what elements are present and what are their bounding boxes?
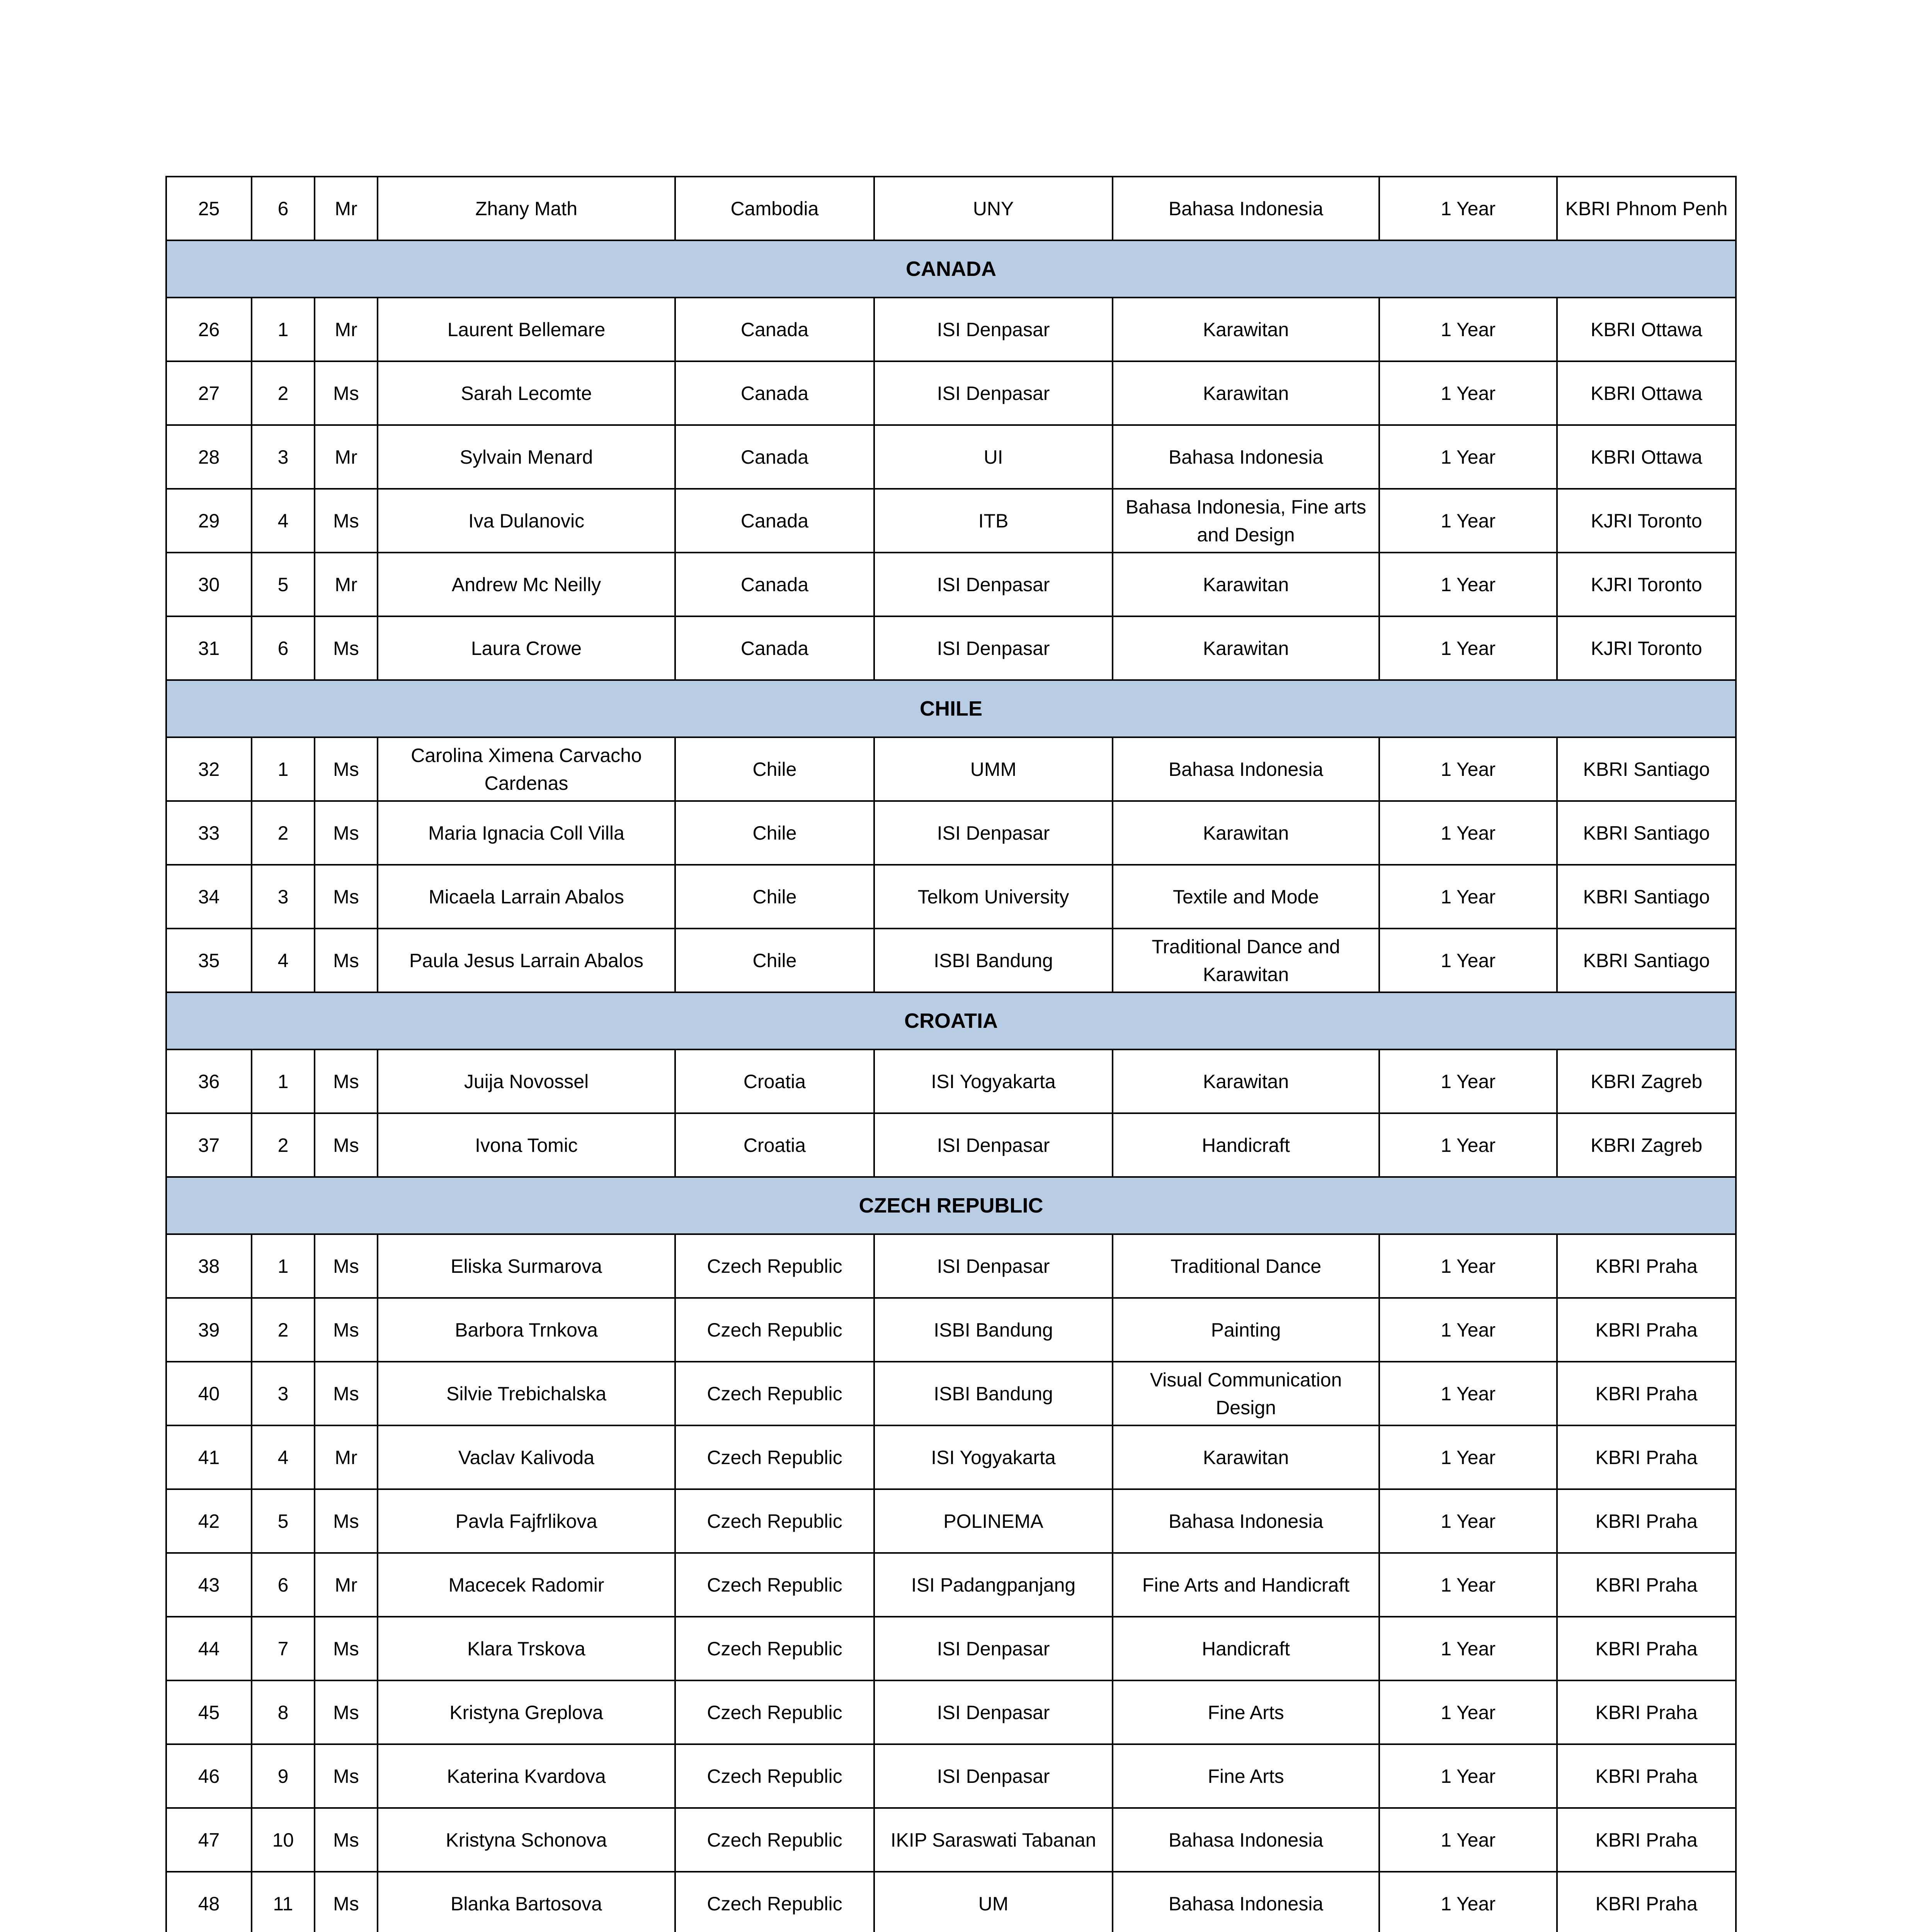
row-number-cell: 33 [166,801,252,865]
university-cell: IKIP Saraswati Tabanan [874,1808,1113,1872]
university-cell: UM [874,1872,1113,1932]
country-index-cell: 11 [252,1872,315,1932]
program-cell: Bahasa Indonesia [1113,737,1379,801]
row-number-cell: 48 [166,1872,252,1932]
university-cell: ISI Denpasar [874,1234,1113,1298]
university-cell: ISI Denpasar [874,298,1113,361]
country-cell: Chile [675,865,874,929]
title-cell: Ms [315,1113,378,1177]
mission-cell: KBRI Praha [1557,1489,1736,1553]
row-number-cell: 38 [166,1234,252,1298]
program-cell: Karawitan [1113,361,1379,425]
title-cell: Ms [315,1744,378,1808]
table-row [166,737,1736,801]
duration-cell: 1 Year [1379,489,1557,553]
mission-cell: KJRI Toronto [1557,489,1736,553]
program-cell: Karawitan [1113,553,1379,616]
name-cell: Maria Ignacia Coll Villa [378,801,675,865]
program-cell: Fine Arts [1113,1680,1379,1744]
name-cell: Juija Novossel [378,1049,675,1113]
row-number-cell: 25 [166,177,252,240]
program-cell: Karawitan [1113,616,1379,680]
country-index-cell: 10 [252,1808,315,1872]
table-row [166,929,1736,992]
country-index-cell: 6 [252,1553,315,1617]
duration-cell: 1 Year [1379,361,1557,425]
title-cell: Ms [315,1362,378,1425]
table-row [166,1808,1736,1872]
table-row [166,1425,1736,1489]
title-cell: Mr [315,425,378,489]
program-cell: Karawitan [1113,1049,1379,1113]
program-cell: Bahasa Indonesia [1113,1808,1379,1872]
row-number-cell: 31 [166,616,252,680]
university-cell: ISBI Bandung [874,929,1113,992]
name-cell: Paula Jesus Larrain Abalos [378,929,675,992]
university-cell: ISI Yogyakarta [874,1425,1113,1489]
table-row [166,553,1736,616]
row-number-cell: 29 [166,489,252,553]
program-cell: Bahasa Indonesia [1113,177,1379,240]
country-heading: CROATIA [166,992,1736,1049]
row-number-cell: 42 [166,1489,252,1553]
mission-cell: KBRI Praha [1557,1425,1736,1489]
country-cell: Canada [675,298,874,361]
duration-cell: 1 Year [1379,1680,1557,1744]
title-cell: Ms [315,361,378,425]
name-cell: Zhany Math [378,177,675,240]
country-cell: Canada [675,616,874,680]
title-cell: Ms [315,1808,378,1872]
program-cell: Karawitan [1113,298,1379,361]
duration-cell: 1 Year [1379,1113,1557,1177]
country-cell: Czech Republic [675,1680,874,1744]
country-index-cell: 4 [252,1425,315,1489]
duration-cell: 1 Year [1379,1298,1557,1362]
program-cell: Fine Arts and Handicraft [1113,1553,1379,1617]
country-index-cell: 4 [252,489,315,553]
name-cell: Barbora Trnkova [378,1298,675,1362]
row-number-cell: 41 [166,1425,252,1489]
university-cell: ISI Padangpanjang [874,1553,1113,1617]
mission-cell: KBRI Praha [1557,1808,1736,1872]
country-index-cell: 1 [252,298,315,361]
title-cell: Mr [315,1425,378,1489]
mission-cell: KBRI Praha [1557,1872,1736,1932]
program-cell: Fine Arts [1113,1744,1379,1808]
country-index-cell: 1 [252,737,315,801]
country-cell: Czech Republic [675,1298,874,1362]
country-index-cell: 2 [252,801,315,865]
name-cell: Klara Trskova [378,1617,675,1680]
university-cell: ISI Yogyakarta [874,1049,1113,1113]
duration-cell: 1 Year [1379,1362,1557,1425]
name-cell: Pavla Fajfrlikova [378,1489,675,1553]
program-cell: Painting [1113,1298,1379,1362]
mission-cell: KBRI Praha [1557,1298,1736,1362]
table-row [166,1489,1736,1553]
table-row [166,489,1736,553]
program-cell: Karawitan [1113,1425,1379,1489]
mission-cell: KBRI Zagreb [1557,1049,1736,1113]
title-cell: Mr [315,1553,378,1617]
university-cell: UMM [874,737,1113,801]
university-cell: ISI Denpasar [874,553,1113,616]
mission-cell: KBRI Praha [1557,1680,1736,1744]
program-cell: Bahasa Indonesia [1113,1489,1379,1553]
mission-cell: KBRI Santiago [1557,865,1736,929]
row-number-cell: 39 [166,1298,252,1362]
title-cell: Ms [315,1680,378,1744]
country-cell: Croatia [675,1049,874,1113]
university-cell: ISBI Bandung [874,1298,1113,1362]
university-cell: UI [874,425,1113,489]
row-number-cell: 28 [166,425,252,489]
duration-cell: 1 Year [1379,1489,1557,1553]
table-row [166,1298,1736,1362]
duration-cell: 1 Year [1379,1553,1557,1617]
mission-cell: KBRI Ottawa [1557,361,1736,425]
country-heading: CANADA [166,240,1736,298]
title-cell: Mr [315,553,378,616]
title-cell: Ms [315,1049,378,1113]
table-row [166,865,1736,929]
mission-cell: KBRI Ottawa [1557,298,1736,361]
program-cell: Traditional Dance [1113,1234,1379,1298]
duration-cell: 1 Year [1379,1744,1557,1808]
country-section-header [166,680,1736,737]
country-section-header [166,240,1736,298]
country-cell: Canada [675,489,874,553]
row-number-cell: 47 [166,1808,252,1872]
duration-cell: 1 Year [1379,1234,1557,1298]
name-cell: Sarah Lecomte [378,361,675,425]
duration-cell: 1 Year [1379,1425,1557,1489]
name-cell: Laura Crowe [378,616,675,680]
title-cell: Ms [315,1234,378,1298]
title-cell: Mr [315,298,378,361]
title-cell: Ms [315,737,378,801]
mission-cell: KBRI Praha [1557,1234,1736,1298]
table-row [166,361,1736,425]
country-index-cell: 7 [252,1617,315,1680]
name-cell: Silvie Trebichalska [378,1362,675,1425]
country-index-cell: 5 [252,1489,315,1553]
country-index-cell: 9 [252,1744,315,1808]
country-cell: Czech Republic [675,1362,874,1425]
row-number-cell: 26 [166,298,252,361]
name-cell: Andrew Mc Neilly [378,553,675,616]
participant-table-body [166,177,1736,1932]
duration-cell: 1 Year [1379,737,1557,801]
program-cell: Bahasa Indonesia [1113,1872,1379,1932]
row-number-cell: 46 [166,1744,252,1808]
row-number-cell: 40 [166,1362,252,1425]
duration-cell: 1 Year [1379,1617,1557,1680]
country-index-cell: 2 [252,361,315,425]
duration-cell: 1 Year [1379,801,1557,865]
program-cell: Traditional Dance and Karawitan [1113,929,1379,992]
duration-cell: 1 Year [1379,929,1557,992]
country-cell: Czech Republic [675,1872,874,1932]
table-row [166,1744,1736,1808]
table-row [166,1553,1736,1617]
country-cell: Canada [675,361,874,425]
table-row [166,801,1736,865]
mission-cell: KBRI Phnom Penh [1557,177,1736,240]
mission-cell: KBRI Santiago [1557,929,1736,992]
country-cell: Czech Republic [675,1425,874,1489]
university-cell: ISI Denpasar [874,801,1113,865]
row-number-cell: 44 [166,1617,252,1680]
table-row [166,1680,1736,1744]
country-cell: Canada [675,553,874,616]
country-index-cell: 2 [252,1298,315,1362]
title-cell: Ms [315,865,378,929]
table-row [166,616,1736,680]
country-heading: CHILE [166,680,1736,737]
country-cell: Croatia [675,1113,874,1177]
country-cell: Chile [675,801,874,865]
table-row [166,425,1736,489]
title-cell: Ms [315,489,378,553]
country-index-cell: 3 [252,1362,315,1425]
name-cell: Eliska Surmarova [378,1234,675,1298]
mission-cell: KBRI Praha [1557,1617,1736,1680]
country-cell: Czech Republic [675,1744,874,1808]
country-cell: Chile [675,737,874,801]
row-number-cell: 45 [166,1680,252,1744]
table-row [166,177,1736,240]
mission-cell: KBRI Praha [1557,1553,1736,1617]
mission-cell: KJRI Toronto [1557,553,1736,616]
title-cell: Ms [315,929,378,992]
country-section-header [166,992,1736,1049]
program-cell: Bahasa Indonesia, Fine arts and Design [1113,489,1379,553]
university-cell: ISI Denpasar [874,1617,1113,1680]
row-number-cell: 30 [166,553,252,616]
program-cell: Visual Communication Design [1113,1362,1379,1425]
name-cell: Katerina Kvardova [378,1744,675,1808]
row-number-cell: 32 [166,737,252,801]
program-cell: Handicraft [1113,1617,1379,1680]
university-cell: ISI Denpasar [874,1680,1113,1744]
duration-cell: 1 Year [1379,1872,1557,1932]
table-row [166,298,1736,361]
country-cell: Czech Republic [675,1489,874,1553]
university-cell: ISBI Bandung [874,1362,1113,1425]
duration-cell: 1 Year [1379,177,1557,240]
country-index-cell: 3 [252,865,315,929]
university-cell: ISI Denpasar [874,616,1113,680]
name-cell: Micaela Larrain Abalos [378,865,675,929]
name-cell: Kristyna Greplova [378,1680,675,1744]
name-cell: Carolina Ximena Carvacho Cardenas [378,737,675,801]
country-index-cell: 8 [252,1680,315,1744]
country-index-cell: 1 [252,1234,315,1298]
university-cell: ISI Denpasar [874,1744,1113,1808]
university-cell: Telkom University [874,865,1113,929]
row-number-cell: 35 [166,929,252,992]
country-index-cell: 2 [252,1113,315,1177]
program-cell: Textile and Mode [1113,865,1379,929]
university-cell: ITB [874,489,1113,553]
row-number-cell: 37 [166,1113,252,1177]
row-number-cell: 27 [166,361,252,425]
country-index-cell: 6 [252,177,315,240]
mission-cell: KBRI Santiago [1557,737,1736,801]
name-cell: Ivona Tomic [378,1113,675,1177]
title-cell: Ms [315,1617,378,1680]
country-index-cell: 1 [252,1049,315,1113]
mission-cell: KBRI Zagreb [1557,1113,1736,1177]
country-index-cell: 3 [252,425,315,489]
country-section-header [166,1177,1736,1234]
mission-cell: KBRI Santiago [1557,801,1736,865]
program-cell: Bahasa Indonesia [1113,425,1379,489]
program-cell: Handicraft [1113,1113,1379,1177]
program-cell: Karawitan [1113,801,1379,865]
country-cell: Czech Republic [675,1234,874,1298]
title-cell: Ms [315,616,378,680]
row-number-cell: 36 [166,1049,252,1113]
duration-cell: 1 Year [1379,1808,1557,1872]
mission-cell: KJRI Toronto [1557,616,1736,680]
country-index-cell: 5 [252,553,315,616]
row-number-cell: 43 [166,1553,252,1617]
country-cell: Czech Republic [675,1617,874,1680]
name-cell: Laurent Bellemare [378,298,675,361]
mission-cell: KBRI Ottawa [1557,425,1736,489]
table-row [166,1617,1736,1680]
table-row [166,1113,1736,1177]
duration-cell: 1 Year [1379,298,1557,361]
country-index-cell: 6 [252,616,315,680]
university-cell: ISI Denpasar [874,1113,1113,1177]
mission-cell: KBRI Praha [1557,1362,1736,1425]
table-row [166,1362,1736,1425]
title-cell: Ms [315,1489,378,1553]
name-cell: Sylvain Menard [378,425,675,489]
country-cell: Czech Republic [675,1553,874,1617]
participant-table [165,176,1737,1932]
country-index-cell: 4 [252,929,315,992]
university-cell: ISI Denpasar [874,361,1113,425]
university-cell: POLINEMA [874,1489,1113,1553]
name-cell: Blanka Bartosova [378,1872,675,1932]
country-cell: Czech Republic [675,1808,874,1872]
country-cell: Chile [675,929,874,992]
title-cell: Mr [315,177,378,240]
duration-cell: 1 Year [1379,425,1557,489]
country-cell: Cambodia [675,177,874,240]
title-cell: Ms [315,801,378,865]
duration-cell: 1 Year [1379,865,1557,929]
name-cell: Vaclav Kalivoda [378,1425,675,1489]
table-row [166,1234,1736,1298]
duration-cell: 1 Year [1379,553,1557,616]
university-cell: UNY [874,177,1113,240]
country-heading: CZECH REPUBLIC [166,1177,1736,1234]
table-row [166,1049,1736,1113]
name-cell: Macecek Radomir [378,1553,675,1617]
table-row [166,1872,1736,1932]
row-number-cell: 34 [166,865,252,929]
name-cell: Iva Dulanovic [378,489,675,553]
duration-cell: 1 Year [1379,1049,1557,1113]
title-cell: Ms [315,1298,378,1362]
duration-cell: 1 Year [1379,616,1557,680]
name-cell: Kristyna Schonova [378,1808,675,1872]
country-cell: Canada [675,425,874,489]
mission-cell: KBRI Praha [1557,1744,1736,1808]
title-cell: Ms [315,1872,378,1932]
